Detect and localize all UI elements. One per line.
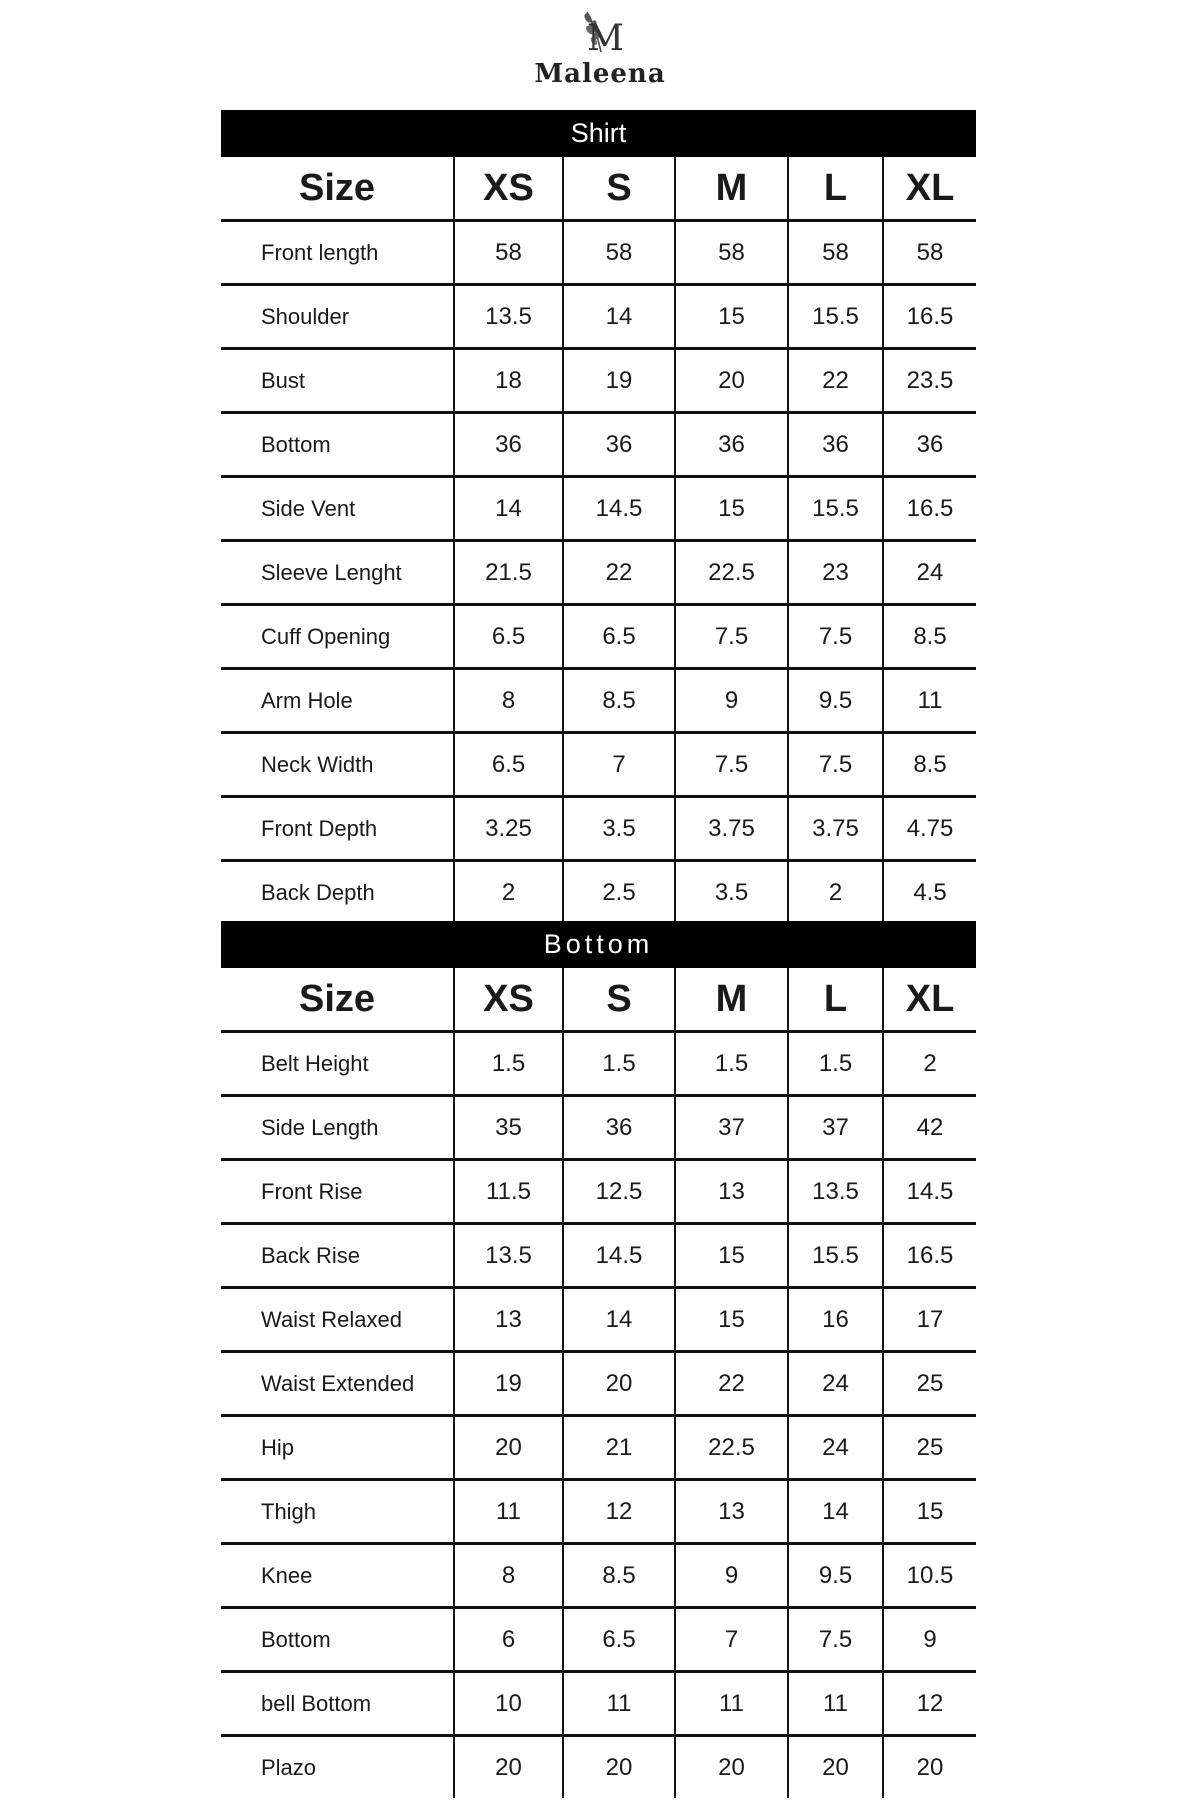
- measurement-value: 22: [675, 1352, 788, 1416]
- measurement-value: 24: [788, 1352, 883, 1416]
- measurement-value: 11: [883, 669, 976, 733]
- measurement-value: 35: [454, 1096, 563, 1160]
- measurement-value: 25: [883, 1352, 976, 1416]
- size-header: Size: [221, 157, 454, 221]
- measurement-label: Side Vent: [221, 477, 454, 541]
- size-l-header: L: [788, 157, 883, 221]
- measurement-value: 24: [788, 1416, 883, 1480]
- measurement-label: Sleeve Lenght: [221, 541, 454, 605]
- measurement-value: 12: [563, 1480, 675, 1544]
- measurement-value: 36: [563, 413, 675, 477]
- measurement-label: Neck Width: [221, 733, 454, 797]
- measurement-value: 8.5: [563, 1544, 675, 1608]
- measurement-value: 15: [675, 1224, 788, 1288]
- measurement-label: Side Length: [221, 1096, 454, 1160]
- measurement-value: 22: [563, 541, 675, 605]
- measurement-value: 36: [788, 413, 883, 477]
- size-s-header: S: [563, 968, 675, 1032]
- measurement-value: 11: [563, 1672, 675, 1736]
- measurement-value: 24: [883, 541, 976, 605]
- measurement-label: bell Bottom: [221, 1672, 454, 1736]
- measurement-label: Bottom: [221, 413, 454, 477]
- measurement-value: 20: [788, 1736, 883, 1799]
- measurement-value: 58: [675, 221, 788, 285]
- measurement-value: 13.5: [788, 1160, 883, 1224]
- measurement-value: 8.5: [883, 733, 976, 797]
- bottom-section-title: Bottom: [221, 921, 976, 968]
- table-row: [221, 605, 976, 669]
- measurement-value: 15.5: [788, 285, 883, 349]
- logo-letter: M: [587, 18, 624, 59]
- table-row: [221, 1608, 976, 1672]
- measurement-value: 22.5: [675, 541, 788, 605]
- measurement-value: 7.5: [675, 733, 788, 797]
- measurement-value: 6: [454, 1608, 563, 1672]
- measurement-value: 7.5: [675, 605, 788, 669]
- measurement-value: 23: [788, 541, 883, 605]
- measurement-value: 20: [454, 1416, 563, 1480]
- measurement-value: 2.5: [563, 861, 675, 924]
- measurement-label: Belt Height: [221, 1032, 454, 1096]
- measurement-label: Waist Extended: [221, 1352, 454, 1416]
- table-row: [221, 413, 976, 477]
- measurement-value: 9: [883, 1608, 976, 1672]
- measurement-value: 15.5: [788, 477, 883, 541]
- measurement-label: Back Depth: [261, 879, 375, 905]
- measurement-value: 10: [454, 1672, 563, 1736]
- table-row: [221, 285, 976, 349]
- measurement-value: 11: [675, 1672, 788, 1736]
- brand-name: Maleena: [534, 59, 666, 89]
- shirt-table-body: [221, 221, 976, 924]
- measurement-value: 16.5: [883, 477, 976, 541]
- measurement-value: 14: [454, 477, 563, 541]
- shirt-header-row: [221, 157, 976, 221]
- measurement-value: 19: [563, 349, 675, 413]
- measurement-value: 3.75: [675, 797, 788, 861]
- table-row: [221, 1480, 976, 1544]
- size-header: Size: [221, 968, 454, 1032]
- measurement-value: 2: [788, 861, 883, 924]
- measurement-value: 9.5: [788, 669, 883, 733]
- measurement-value: 6.5: [563, 1608, 675, 1672]
- measurement-value: 58: [454, 221, 563, 285]
- measurement-value: 1.5: [563, 1032, 675, 1096]
- measurement-value: 19: [454, 1352, 563, 1416]
- table-row: [221, 221, 976, 285]
- measurement-label: Bottom: [221, 1608, 454, 1672]
- size-l-header: L: [788, 968, 883, 1032]
- measurement-value: 8: [454, 1544, 563, 1608]
- measurement-value: 7: [675, 1608, 788, 1672]
- measurement-value: 14: [563, 285, 675, 349]
- shirt-section-title: Shirt: [221, 110, 976, 157]
- measurement-label: Front length: [221, 221, 454, 285]
- measurement-value: 7.5: [788, 1608, 883, 1672]
- measurement-label: Back Rise: [221, 1224, 454, 1288]
- measurement-value: 22: [788, 349, 883, 413]
- size-xl-header: XL: [883, 968, 976, 1032]
- measurement-value: 37: [675, 1096, 788, 1160]
- measurement-value: 9.5: [788, 1544, 883, 1608]
- measurement-value: 36: [563, 1096, 675, 1160]
- measurement-value: 16.5: [883, 285, 976, 349]
- measurement-value: 42: [883, 1096, 976, 1160]
- measurement-label: Waist Relaxed: [221, 1288, 454, 1352]
- measurement-value: 9: [675, 1544, 788, 1608]
- measurement-value: 36: [883, 413, 976, 477]
- measurement-value: 7.5: [788, 605, 883, 669]
- measurement-value: 3.5: [675, 861, 788, 924]
- measurement-value: 4.75: [883, 797, 976, 861]
- measurement-label: Knee: [221, 1544, 454, 1608]
- measurement-value: 17: [883, 1288, 976, 1352]
- size-s-header: S: [563, 157, 675, 221]
- measurement-value: 25: [883, 1416, 976, 1480]
- table-row: [221, 1096, 976, 1160]
- brand-logo: [0, 8, 1200, 89]
- measurement-value: 14.5: [563, 1224, 675, 1288]
- measurement-value: 58: [788, 221, 883, 285]
- measurement-value: 20: [563, 1352, 675, 1416]
- measurement-value: 13.5: [454, 285, 563, 349]
- table-row: [221, 1032, 976, 1096]
- measurement-value: 1.5: [675, 1032, 788, 1096]
- measurement-label: Cuff Opening: [221, 605, 454, 669]
- measurement-value: 16: [788, 1288, 883, 1352]
- measurement-value: 21.5: [454, 541, 563, 605]
- measurement-value: 20: [563, 1736, 675, 1799]
- measurement-value: 2: [883, 1032, 976, 1096]
- bottom-header-row: [221, 968, 976, 1032]
- measurement-value: 6.5: [454, 605, 563, 669]
- measurement-value: 13.5: [454, 1224, 563, 1288]
- measurement-label: Front Depth: [221, 797, 454, 861]
- measurement-value: 2: [454, 861, 563, 924]
- measurement-value: 6.5: [454, 733, 563, 797]
- table-row: [221, 1672, 976, 1736]
- measurement-value: 9: [675, 669, 788, 733]
- measurement-value: 21: [563, 1416, 675, 1480]
- table-row: [221, 1736, 976, 1799]
- table-row: [221, 1416, 976, 1480]
- table-row: [221, 1544, 976, 1608]
- measurement-value: 58: [883, 221, 976, 285]
- measurement-value: 36: [675, 413, 788, 477]
- measurement-value: 14.5: [883, 1160, 976, 1224]
- measurement-value: 37: [788, 1096, 883, 1160]
- measurement-value: 11.5: [454, 1160, 563, 1224]
- measurement-value: 58: [563, 221, 675, 285]
- measurement-value: 15.5: [788, 1224, 883, 1288]
- measurement-value: 13: [454, 1288, 563, 1352]
- table-row: [221, 797, 976, 861]
- table-row: [221, 1352, 976, 1416]
- measurement-value: 15: [675, 285, 788, 349]
- measurement-value: 20: [454, 1736, 563, 1799]
- measurement-value: 14.5: [563, 477, 675, 541]
- table-row: [221, 349, 976, 413]
- table-row: [221, 733, 976, 797]
- table-row: [221, 1288, 976, 1352]
- measurement-value: 20: [675, 1736, 788, 1799]
- measurement-value: 22.5: [675, 1416, 788, 1480]
- measurement-value: 3.5: [563, 797, 675, 861]
- measurement-value: 36: [454, 413, 563, 477]
- measurement-value: 8.5: [883, 605, 976, 669]
- size-m-header: M: [675, 157, 788, 221]
- measurement-value: 16.5: [883, 1224, 976, 1288]
- measurement-value: 20: [675, 349, 788, 413]
- measurement-value: 12: [883, 1672, 976, 1736]
- measurement-value: 3.75: [788, 797, 883, 861]
- measurement-value: 14: [563, 1288, 675, 1352]
- table-row: [221, 1224, 976, 1288]
- shirt-size-table: [221, 110, 976, 923]
- measurement-value: 1.5: [788, 1032, 883, 1096]
- measurement-label: Bust: [221, 349, 454, 413]
- measurement-label: Hip: [221, 1416, 454, 1480]
- measurement-value: 4.5: [883, 861, 976, 924]
- measurement-value: 10.5: [883, 1544, 976, 1608]
- table-row: [221, 541, 976, 605]
- measurement-label: Arm Hole: [221, 669, 454, 733]
- measurement-value: 18: [454, 349, 563, 413]
- measurement-value: 11: [454, 1480, 563, 1544]
- table-row: [221, 477, 976, 541]
- measurement-value: 15: [675, 477, 788, 541]
- table-row: [221, 1160, 976, 1224]
- size-xl-header: XL: [883, 157, 976, 221]
- measurement-value: 20: [883, 1736, 976, 1799]
- measurement-label: Shoulder: [221, 285, 454, 349]
- size-xs-header: XS: [454, 157, 563, 221]
- measurement-value: 12.5: [563, 1160, 675, 1224]
- measurement-label: Plazo: [261, 1754, 317, 1780]
- measurement-value: 15: [675, 1288, 788, 1352]
- measurement-value: 6.5: [563, 605, 675, 669]
- measurement-value: 23.5: [883, 349, 976, 413]
- measurement-value: 13: [675, 1480, 788, 1544]
- size-xs-header: XS: [454, 968, 563, 1032]
- table-row: [221, 861, 976, 924]
- measurement-label: Thigh: [221, 1480, 454, 1544]
- measurement-value: 7: [563, 733, 675, 797]
- measurement-value: 11: [788, 1672, 883, 1736]
- measurement-value: 13: [675, 1160, 788, 1224]
- measurement-value: 8.5: [563, 669, 675, 733]
- measurement-value: 1.5: [454, 1032, 563, 1096]
- table-row: [221, 669, 976, 733]
- measurement-value: 15: [883, 1480, 976, 1544]
- size-m-header: M: [675, 968, 788, 1032]
- measurement-value: 3.25: [454, 797, 563, 861]
- measurement-value: 8: [454, 669, 563, 733]
- bottom-size-table: [221, 921, 976, 1798]
- bottom-table-body: [221, 1032, 976, 1799]
- measurement-value: 7.5: [788, 733, 883, 797]
- leaf-m-logo-icon: [575, 8, 625, 60]
- measurement-value: 14: [788, 1480, 883, 1544]
- measurement-label: Front Rise: [221, 1160, 454, 1224]
